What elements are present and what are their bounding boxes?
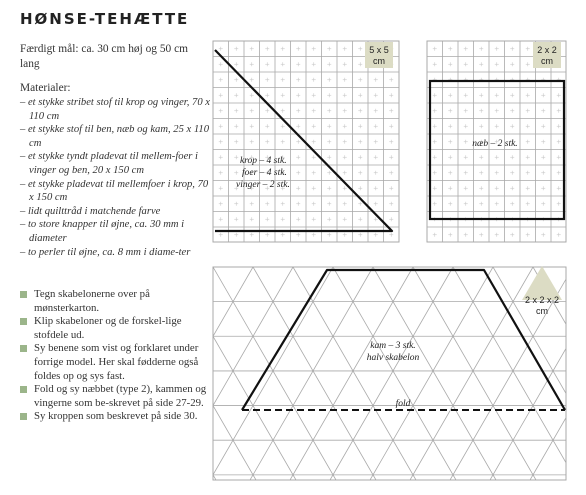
scale-unit: cm: [536, 306, 548, 316]
body-pattern-panel: [213, 41, 399, 242]
fold-label: fold: [395, 399, 411, 409]
scale-label: 2 x 2 x 2: [524, 295, 560, 305]
pattern-label-half-template: halv skabelon: [366, 353, 420, 363]
pattern-label-body: krop – 4 stk.: [240, 156, 287, 166]
pattern-label-wings: vinger – 2 stk.: [236, 180, 290, 190]
pattern-label-beak: næb – 2 stk.: [472, 139, 518, 149]
material-item: – to perler til øjne, ca. 8 mm i diame-ter: [20, 246, 210, 260]
step-item: Tegn skabelonerne over på mønsterkarton.: [20, 288, 210, 315]
material-item: – to store knapper til øjne, ca. 30 mm i diameter: [20, 218, 210, 245]
material-item: – lidt quilttråd i matchende farve: [20, 205, 210, 219]
material-item: – et stykke stof til ben, næb og kam, 25 x 110 cm: [20, 123, 210, 150]
comb-pattern-panel: [0, 266, 586, 480]
material-item: – et stykke tyndt pladevat til mellem-foer i vinger og ben, 20 x 150 cm: [20, 150, 210, 177]
triangle-grid: [0, 267, 586, 480]
page-title: HØNSE-TEHÆTTE: [20, 10, 190, 28]
scale-label: 2 x 2: [537, 45, 557, 55]
pattern-label-comb: kam – 3 stk.: [370, 341, 416, 351]
step-item: Sy benene som vist og forklaret under forrige model. Her skal fødderne også foldes op og sys fast.: [20, 342, 210, 383]
finished-size: Færdigt mål: ca. 30 cm høj og 50 cm lang: [20, 43, 188, 70]
scale-label: 5 x 5: [369, 45, 389, 55]
beak-pattern-panel: [427, 41, 566, 242]
material-item: – et stykke stribet stof til krop og vinger, 70 x 110 cm: [20, 96, 210, 123]
material-item: – et stykke pladevat til mellemfoer i krop, 70 x 150 cm: [20, 178, 210, 205]
pattern-label-lining: foer – 4 stk.: [242, 168, 287, 178]
scale-unit: cm: [541, 56, 553, 66]
scale-unit: cm: [373, 56, 385, 66]
step-item: Fold og sy næbbet (type 2), kammen og vingerne som be-skrevet på side 27-29.: [20, 383, 210, 410]
step-item: Klip skabeloner og de forskel-lige stofdele ud.: [20, 315, 210, 342]
materials-heading: Materialer:: [20, 82, 71, 94]
step-item: Sy kroppen som beskrevet på side 30.: [20, 410, 210, 424]
